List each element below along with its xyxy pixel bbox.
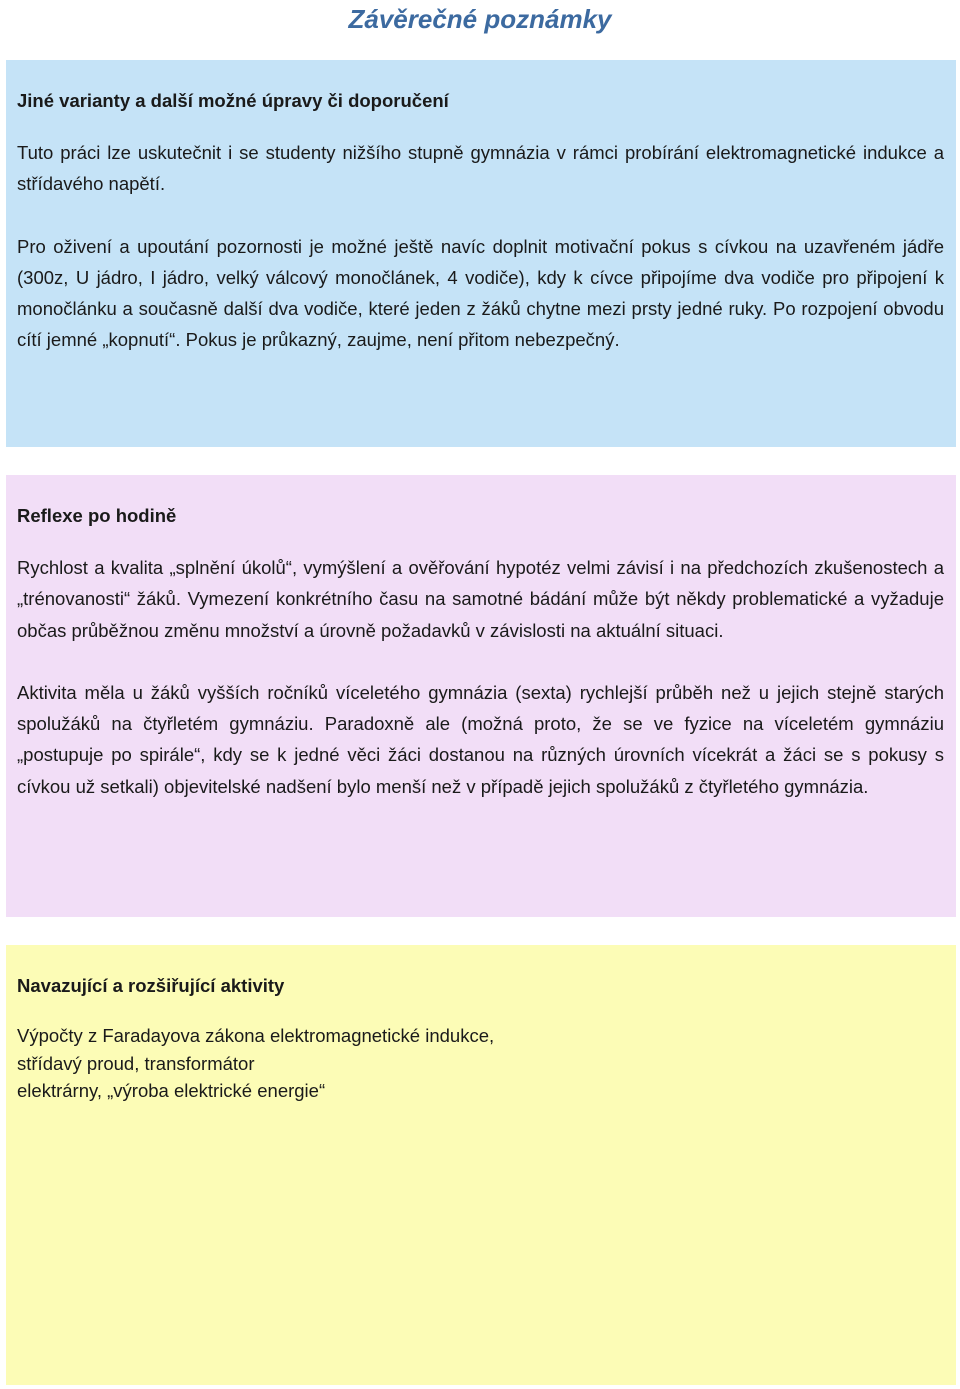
reflection-heading: Reflexe po hodině — [17, 505, 177, 526]
reflection-section — [6, 475, 956, 917]
variants-heading: Jiné varianty a další možné úpravy či doporučení — [17, 90, 449, 111]
reflection-paragraph-1: Rychlost a kvalita „splnění úkolů“, vymýšlení a ověřování hypotéz velmi závisí i na předchozích zkušenostech a „trénovanosti“ žáků. Vymezení konkrétního času na samotné bádání může být někdy problematické a vyžaduje občas průběžnou změnu množství a úrovně požadavků v závislosti na aktuální situaci. — [17, 557, 944, 641]
follow-up-list — [17, 1022, 944, 1105]
follow-up-line-1: Výpočty z Faradayova zákona elektromagnetické indukce, — [17, 1025, 495, 1046]
page-title: Závěrečné poznámky — [348, 4, 612, 34]
variants-paragraph-1: Tuto práci lze uskutečnit i se studenty nižšího stupně gymnázia v rámci probírání elektromagnetické indukce a střídavého napětí. — [17, 142, 944, 195]
reflection-paragraph-2: Aktivita měla u žáků vyšších ročníků víceletého gymnázia (sexta) rychlejší průběh než u jejich stejně starých spolužáků na čtyřletém gymnáziu. Paradoxně ale (možná proto, že se ve fyzice na víceletém gymnáziu „postupuje po spirále“, kdy se k jedné věci žáci dostanou na různých úrovních vícekrát a žáci se s pokusy s cívkou už setkali) objevitelské nadšení bylo menší než v případě jejich spolužáků z čtyřletého gymnázia. — [17, 681, 944, 797]
variants-section — [6, 60, 956, 447]
variants-paragraph-2: Pro oživení a upoutání pozornosti je možné ještě navíc doplnit motivační pokus s cívkou na uzavřeném jádře (300z, U jádro, I jádro, velký válcový monočlánek, 4 vodiče), kdy k cívce připojíme dva vodiče pro připojení k monočlánku a současně další dva vodiče, které jeden z žáků chytne mezi prsty jedné ruky. Po rozpojení obvodu cítí jemné „kopnutí“. Pokus je průkazný, zaujme, není přitom nebezpečný. — [17, 235, 944, 351]
follow-up-heading: Navazující a rozšiřující aktivity — [17, 975, 285, 996]
follow-up-line-3: elektrárny, „výroba elektrické energie“ — [17, 1080, 326, 1101]
follow-up-section — [6, 945, 956, 1385]
follow-up-line-2: střídavý proud, transformátor — [17, 1052, 255, 1074]
